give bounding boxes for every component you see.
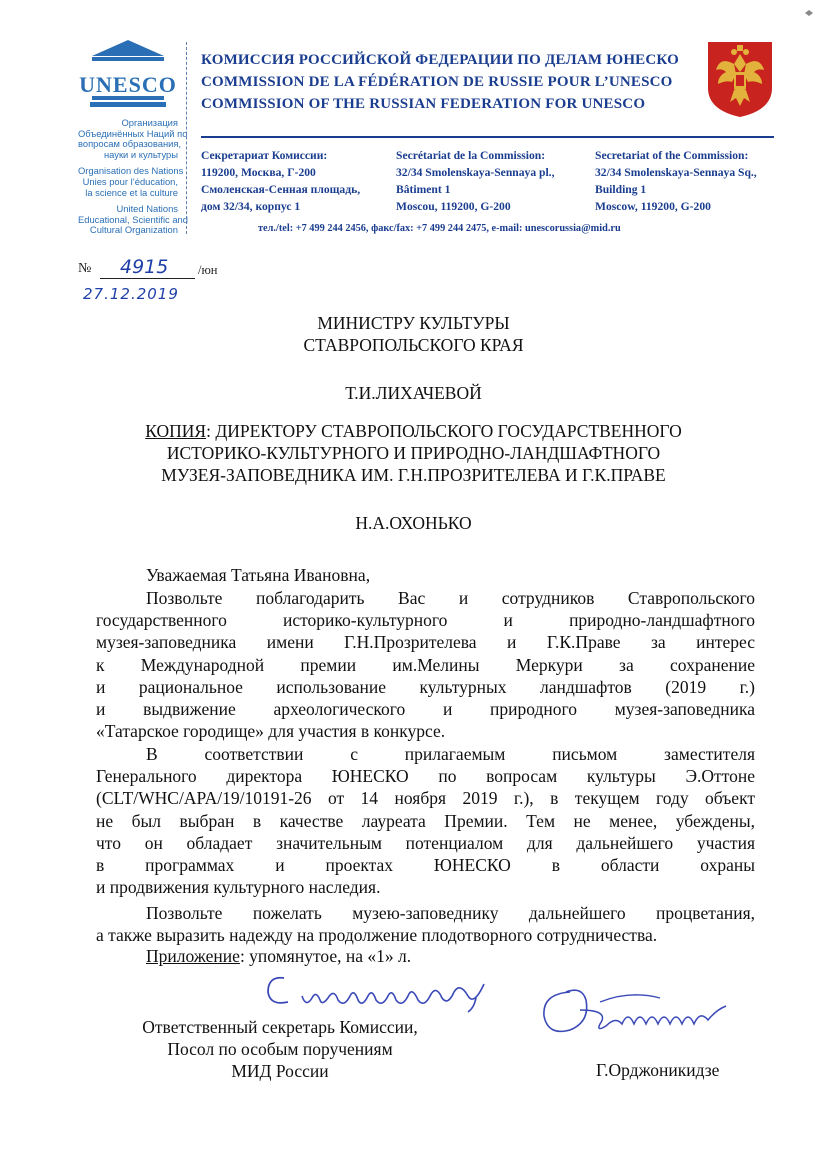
copy-name: Н.А.ОХОНЬКО — [355, 513, 472, 533]
signatory-name: Г.Орджоникидзе — [596, 1060, 720, 1080]
unesco-logo — [79, 38, 177, 112]
un-organization-names — [78, 117, 188, 236]
un-name-line: Cultural Organization — [89, 224, 178, 236]
unesco-logo-text: UNESCO — [79, 72, 177, 97]
un-name-line: Unies pour l’éducation, — [82, 175, 178, 187]
letterhead-divider — [186, 42, 187, 234]
attachment-label: Приложение — [146, 946, 240, 966]
un-name-line: la science et la culture — [85, 186, 178, 198]
copy-line: МУЗЕЯ-ЗАПОВЕДНИКА ИМ. Г.Н.ПРОЗРИТЕЛЕВА И Г.К.ПРАВЕ — [161, 465, 666, 485]
un-name-line: Организация — [121, 117, 178, 128]
commission-title-ru: КОМИССИЯ РОССИЙСКОЙ ФЕДЕРАЦИИ ПО ДЕЛАМ ЮНЕСКО — [201, 52, 679, 68]
commission-title — [201, 49, 679, 115]
paragraph-line: Генерального директора ЮНЕСКО по вопросам культуры Э.Оттоне — [96, 766, 755, 787]
copy-label: КОПИЯ — [145, 421, 207, 441]
addressee-line: МИНИСТРУ КУЛЬТУРЫ — [317, 313, 510, 333]
registration-number: 4915 — [120, 256, 169, 278]
un-name-line: вопросам образования, — [78, 138, 182, 150]
address-ru: Секретариат Комиссии: 119200, Москва, Г-200 Смоленская-Сенная площадь, дом 32/34, корпус 1 — [201, 149, 361, 213]
paragraph-line: и продвижения культурного наследия. — [96, 877, 381, 898]
address-en: Secretariat of the Commission: 32/34 Smolenskaya-Sennaya Sq., Building 1 Moscow, 119200, G-200 — [595, 149, 757, 213]
signatory-title-line: Посол по особым поручениям — [167, 1039, 393, 1059]
paragraph-line: в программах и проектах ЮНЕСКО в области охраны — [96, 855, 755, 876]
paragraph-line: и выдвижение археологического и природного музея-заповедника — [96, 699, 755, 720]
number-underline — [100, 278, 195, 279]
paragraph-3 — [96, 902, 755, 946]
addressee-block — [0, 312, 827, 356]
paragraph-line: и рациональное использование культурных ландшафтов (2019 г.) — [96, 676, 755, 697]
paragraph-line: (CLT/WHC/APA/19/10191-26 от 14 ноября 2019 г.), в текущем году объект — [96, 788, 755, 809]
copy-line: ИСТОРИКО-КУЛЬТУРНОГО И ПРИРОДНО-ЛАНДШАФТНОГО — [166, 443, 661, 463]
paragraph-2 — [96, 743, 755, 898]
un-name-line: науки и культуры — [103, 148, 178, 160]
paragraph-line: что он обладает значительным потенциалом для дальнейшего участия — [96, 832, 755, 853]
attachment-text: : упомянутое, на «1» л. — [239, 946, 412, 966]
attachment-note — [146, 946, 411, 967]
un-name-line: Educational, Scientific and — [78, 213, 188, 225]
signatory-title — [120, 1016, 440, 1082]
commission-title-en: COMMISSION OF THE RUSSIAN FEDERATION FOR UNESCO — [201, 96, 646, 112]
number-label: № — [78, 261, 92, 276]
paragraph-line: Позвольте пожелать музею-заповеднику дальнейшего процветания, — [146, 903, 755, 923]
un-name-line: Organisation des Nations — [78, 165, 184, 177]
paragraph-line: «Татарское городище» для участия в конкурсе. — [96, 721, 446, 742]
paragraph-line: В соответствии с прилагаемым письмом заместителя — [146, 744, 755, 764]
letterhead-rule — [201, 136, 774, 138]
paragraph-line: не был выбран в качестве лауреата Премии. Тем не менее, убеждены, — [96, 810, 755, 831]
signatory-title-line: Ответственный секретарь Комиссии, — [142, 1017, 418, 1037]
un-name-line: United Nations — [116, 203, 178, 215]
paragraph-1 — [96, 587, 755, 742]
handwritten-closing — [262, 968, 502, 1018]
registration-date: 27.12.2019 — [83, 285, 179, 303]
paragraph-line: а также выразить надежду на продолжение плодотворного сотрудничества. — [96, 925, 658, 946]
contact-line: тел./tel: +7 499 244 2456, факс/fax: +7 499 244 2475, e-mail: unescorussia@mid.ru — [258, 223, 621, 234]
address-fr: Secrétariat de la Commission: 32/34 Smolenskaya-Sennaya pl., Bâtiment 1 Moscou, 119200, G-200 — [396, 149, 555, 213]
paragraph-line: Позвольте поблагодарить Вас и сотрудников Ставропольского — [146, 588, 755, 608]
un-name-line: Объединённых Наций по — [78, 127, 188, 139]
signature-scribble — [540, 980, 740, 1042]
addressee-name: Т.И.ЛИХАЧЕВОЙ — [345, 383, 482, 403]
commission-title-fr: COMMISSION DE LA FÉDÉRATION DE RUSSIE POUR L’UNESCO — [201, 74, 673, 90]
russian-coat-of-arms-icon — [706, 40, 774, 118]
corner-mark — [804, 4, 814, 12]
signatory-title-line: МИД России — [231, 1061, 329, 1081]
paragraph-line: государственного историко-культурного и природно-ландшафтного — [96, 610, 755, 631]
paragraph-line: к Международной премии им.Мелины Меркури за сохранение — [96, 654, 755, 675]
registration-suffix: /юн — [198, 263, 218, 277]
paragraph-line: музея-заповедника имени Г.Н.Прозрителева и Г.К.Праве за интерес — [96, 632, 755, 653]
greeting: Уважаемая Татьяна Ивановна, — [146, 565, 371, 585]
copy-block — [0, 420, 827, 486]
addressee-line: СТАВРОПОЛЬСКОГО КРАЯ — [303, 335, 524, 355]
copy-line: : ДИРЕКТОРУ СТАВРОПОЛЬСКОГО ГОСУДАРСТВЕННОГО — [206, 421, 682, 441]
